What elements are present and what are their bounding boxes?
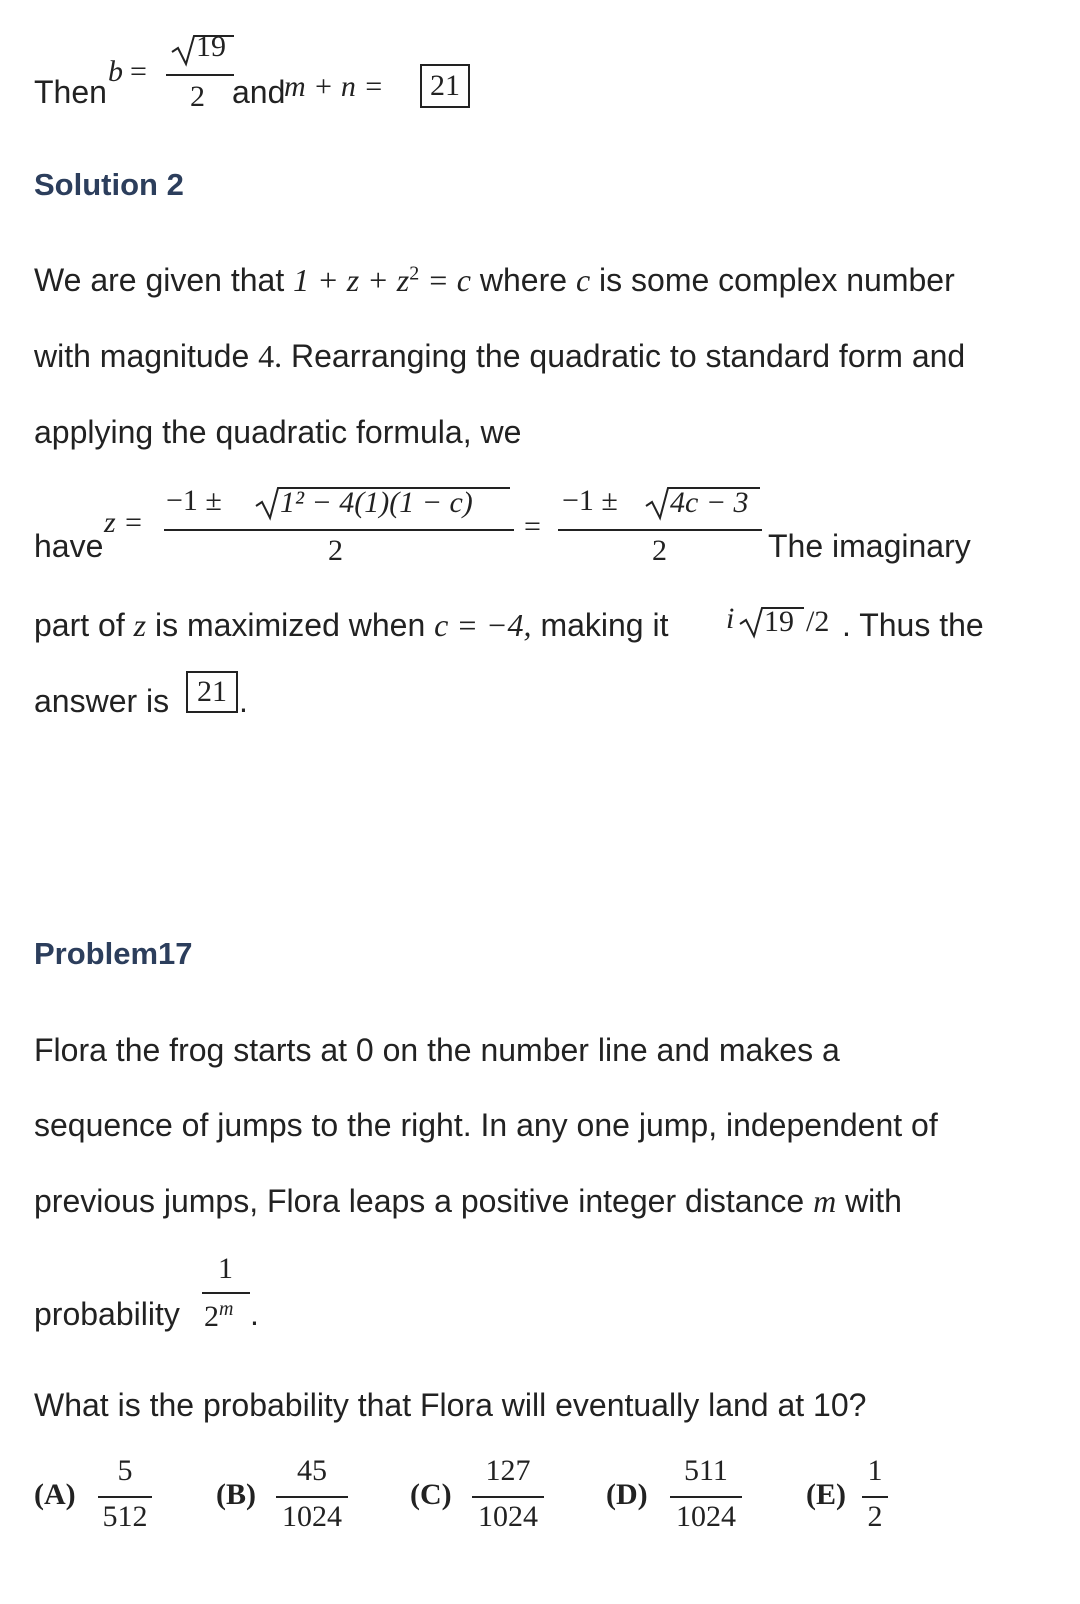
choice-fraction-bar <box>98 1496 152 1498</box>
probability-text: probability <box>34 1296 180 1332</box>
problem17-heading: Problem17 <box>34 936 193 971</box>
text: previous jumps, Flora leaps a positive integer distance <box>34 1183 805 1219</box>
z-variable: z <box>133 607 147 643</box>
choice-numerator: 5 <box>117 1454 133 1487</box>
fraction-denominator: 2 <box>190 80 205 113</box>
choice-numerator: 45 <box>297 1454 327 1487</box>
formula1-fraction-bar <box>164 529 514 531</box>
choice-fraction-bar <box>862 1496 888 1498</box>
solution2-line-5 <box>34 607 668 644</box>
choice-denominator: 1024 <box>676 1500 736 1533</box>
choice-denominator: 512 <box>102 1500 148 1533</box>
denominator-exponent: m <box>219 1298 234 1320</box>
formula2-fraction-bar <box>558 529 762 531</box>
fraction-denominator <box>204 1298 233 1334</box>
boxed-answer: 21 <box>420 64 470 108</box>
b-variable: b <box>108 55 123 88</box>
radicand-19: 19 <box>764 605 794 638</box>
choice-denominator: 1024 <box>478 1500 538 1533</box>
text: with magnitude <box>34 338 250 374</box>
thus-text: . Thus the <box>842 607 984 643</box>
choice-numerator: 1 <box>867 1454 883 1487</box>
solution2-line-2 <box>34 338 965 375</box>
problem-line-3 <box>34 1183 902 1220</box>
equation <box>293 262 471 298</box>
formula1-numerator-start: −1 ± <box>166 484 222 517</box>
fraction-numerator: 1 <box>218 1252 233 1285</box>
text: making it <box>540 607 669 643</box>
exponent: 2 <box>409 262 420 285</box>
text: where <box>479 262 568 298</box>
choice-numerator: 127 <box>485 1454 531 1487</box>
text: Rearranging the quadratic to standard form and <box>291 338 966 374</box>
fraction-numerator: 19 <box>196 30 226 63</box>
problem-line-2: sequence of jumps to the right. In any one jump, independent of <box>34 1107 938 1143</box>
choice-fraction-bar <box>472 1496 544 1498</box>
choice-denominator: 2 <box>867 1500 883 1533</box>
equals-sign: = <box>524 510 541 543</box>
m-variable: m <box>813 1183 837 1219</box>
denominator-base: 2 <box>204 1300 219 1333</box>
choice-fraction-bar <box>670 1496 742 1498</box>
have-text: have <box>34 528 104 564</box>
boxed-answer: 21 <box>186 671 238 713</box>
and-text: and <box>232 74 286 110</box>
choice-label: (C) <box>410 1478 452 1511</box>
solution2-line-1 <box>34 262 955 299</box>
choice-numerator: 511 <box>684 1454 728 1487</box>
z-equals: z = <box>104 506 144 539</box>
choice-denominator: 1024 <box>282 1500 342 1533</box>
question-text: What is the probability that Flora will eventually land at 10? <box>34 1387 867 1423</box>
c-variable: c <box>575 262 591 298</box>
c-value-expression: c = −4, <box>434 607 532 643</box>
choice-label: (B) <box>216 1478 256 1511</box>
divide-by-2: /2 <box>806 605 830 638</box>
choice-fraction-bar <box>276 1496 348 1498</box>
m-plus-n-expression: m + n = <box>284 70 384 103</box>
period: . <box>239 683 248 719</box>
imaginary-text: The imaginary <box>768 528 971 564</box>
answer-is-text: answer is <box>34 683 170 719</box>
equation-rhs: = c <box>427 262 471 298</box>
fraction-bar <box>166 74 234 76</box>
formula2-radicand: 4c − 3 <box>670 486 749 519</box>
text: We are given that <box>34 262 285 298</box>
solution2-line-3: applying the quadratic formula, we <box>34 414 522 450</box>
choice-label: (E) <box>806 1478 846 1511</box>
then-text: Then <box>34 74 107 110</box>
equation-lhs: 1 + z + z <box>293 262 410 298</box>
formula2-numerator-start: −1 ± <box>562 484 618 517</box>
text: is some complex number <box>599 262 955 298</box>
formula1-denominator: 2 <box>328 534 343 567</box>
period: . <box>250 1296 259 1332</box>
formula2-denominator: 2 <box>652 534 667 567</box>
choice-label: (D) <box>606 1478 648 1511</box>
solution2-heading: Solution 2 <box>34 167 184 202</box>
fraction-bar <box>202 1292 250 1294</box>
text: is maximized when <box>154 607 426 643</box>
equals-sign: = <box>130 55 147 88</box>
i-variable: i <box>726 602 735 635</box>
magnitude-value: 4. <box>258 338 283 374</box>
text: with <box>845 1183 902 1219</box>
problem-line-1: Flora the frog starts at 0 on the number line and makes a <box>34 1032 840 1068</box>
choice-label: (A) <box>34 1478 76 1511</box>
text: part of <box>34 607 125 643</box>
formula1-radicand: 1² − 4(1)(1 − c) <box>280 486 473 519</box>
